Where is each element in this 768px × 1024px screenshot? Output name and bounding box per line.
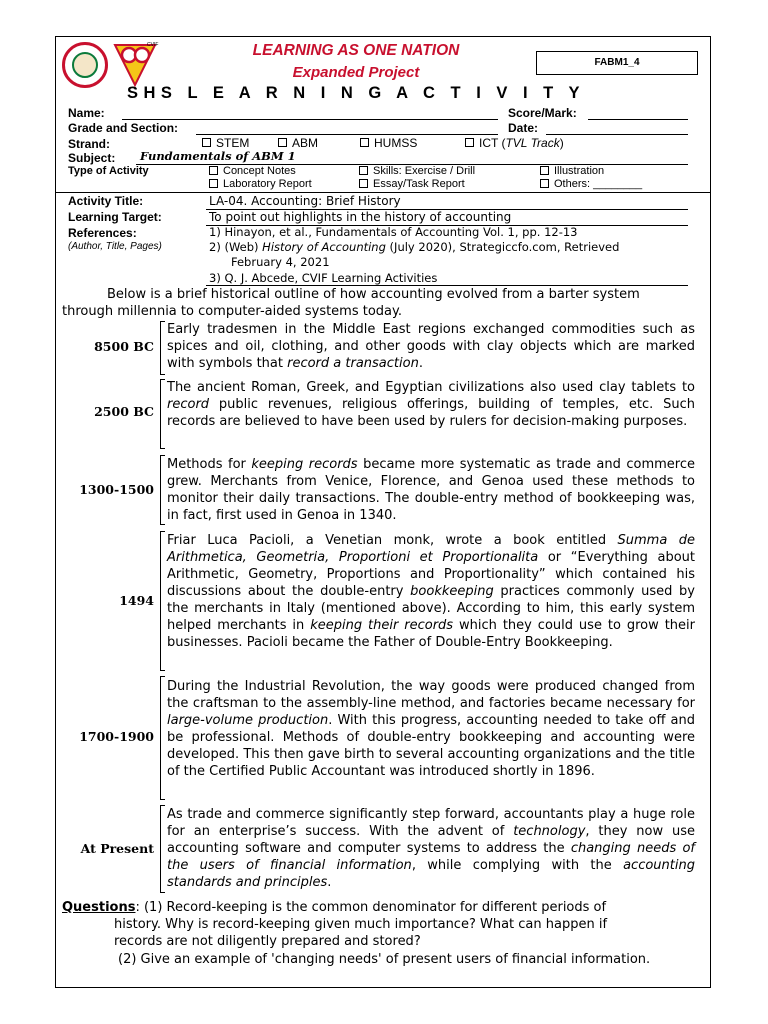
type-skills[interactable]: Skills: Exercise / Drill xyxy=(359,165,475,177)
name-field[interactable] xyxy=(122,119,498,120)
section-divider xyxy=(56,192,710,193)
timeline-bracket xyxy=(160,531,165,671)
date-label: Date: xyxy=(508,121,539,135)
header-subtitle: Expanded Project xyxy=(292,64,420,81)
activity-title-label: Activity Title: xyxy=(68,194,144,208)
timeline-bracket xyxy=(160,676,165,800)
question-1-line-3: records are not diligently prepared and stored? xyxy=(114,934,421,949)
laboratory-report-checkbox[interactable] xyxy=(209,179,218,188)
activity-sheet xyxy=(55,36,711,988)
type-others[interactable]: Others: ________ xyxy=(540,178,642,190)
question-1-line-2: history. Why is record-keeping given much importance? What can happen if xyxy=(114,917,608,932)
subject-value: Fundamentals of ABM 1 xyxy=(140,149,296,163)
others-checkbox[interactable] xyxy=(540,179,549,188)
essay-checkbox[interactable] xyxy=(359,179,368,188)
name-label: Name: xyxy=(68,106,105,120)
timeline-bracket xyxy=(160,379,165,449)
intro-line-1: Below is a brief historical outline of how accounting evolved from a barter system xyxy=(107,287,640,302)
abm-checkbox[interactable] xyxy=(278,138,287,147)
reference-1: 1) Hinayon, et al., Fundamentals of Accounting Vol. 1, pp. 12-13 xyxy=(209,225,578,239)
learning-target-label: Learning Target: xyxy=(68,210,162,224)
timeline-entry: As trade and commerce significantly step forward, accountants play a huge role for an enterprise’s success. With the advent of technology, they now use accounting software and computer systems to address the changing needs of the users of financial information, while complying with the accounting standards and principles. xyxy=(167,807,695,890)
concept-notes-checkbox[interactable] xyxy=(209,166,218,175)
skills-checkbox[interactable] xyxy=(359,166,368,175)
timeline-entry: Friar Luca Pacioli, a Venetian monk, wrote a book entitled Summa de Arithmetica, Geometria, Proportioni et Proportionalita or “Everything about Arithmetic, Geometry, Proportions and Proportionality” which contained his discussions about the double-entry bookkeeping practices commonly used by the merchants in Italy (mentioned above). According to him, this early system helped merchants in keeping their records which they could use to grow their businesses. Pacioli became the Father of Double-Entry Bookkeeping. xyxy=(167,533,695,650)
reference-2: 2) (Web) History of Accounting (July 2020), Strategiccfo.com, Retrieved xyxy=(209,240,620,254)
humss-checkbox[interactable] xyxy=(360,138,369,147)
timeline-year: 1300-1500 xyxy=(79,482,154,497)
timeline-entry: The ancient Roman, Greek, and Egyptian civilizations also used clay tablets to record public revenues, religious offerings, building of temples, etc. Such records are believed to have been used by rulers for decision-making purposes. xyxy=(167,380,695,429)
grade-section-label: Grade and Section: xyxy=(68,121,179,135)
timeline-bracket xyxy=(160,805,165,893)
strand-ict[interactable]: ICT (TVL Track) xyxy=(465,136,564,150)
timeline-year: At Present xyxy=(80,841,154,856)
references-note: (Author, Title, Pages) xyxy=(68,241,162,252)
ict-checkbox[interactable] xyxy=(465,138,474,147)
timeline-year: 1700-1900 xyxy=(79,729,154,744)
timeline-year: 8500 BC xyxy=(94,339,154,354)
activity-code: FABM1_4 xyxy=(536,51,698,75)
type-illustration[interactable]: Illustration xyxy=(540,165,604,177)
header-title: LEARNING AS ONE NATION xyxy=(252,42,460,59)
intro-line-2: through millennia to computer-aided systems today. xyxy=(62,304,402,319)
illustration-checkbox[interactable] xyxy=(540,166,549,175)
score-field[interactable] xyxy=(588,119,688,120)
strand-humss[interactable]: HUMSS xyxy=(360,136,417,150)
activity-title-value: LA-04. Accounting: Brief History xyxy=(209,194,401,208)
timeline-year: 1494 xyxy=(119,593,154,608)
timeline-entry: Early tradesmen in the Middle East regions exchanged commodities such as spices and oil, clothing, and other goods with clay objects which are marked with symbols that record a transaction. xyxy=(167,322,695,371)
reference-2-cont: February 4, 2021 xyxy=(231,255,330,269)
grade-section-field[interactable] xyxy=(196,134,498,135)
timeline-entry: During the Industrial Revolution, the way goods were produced changed from the craftsman to the assembly-line method, and factories became necessary for large-volume production. With this progress, accounting needed to take off and be professional. Methods of double-entry bookkeeping and accounting were developed. This then gave birth to several accounting organizations and the title of the Certified Public Accountant was introduced shortly in 1896. xyxy=(167,679,695,779)
type-laboratory-report[interactable]: Laboratory Report xyxy=(209,178,312,190)
timeline-year: 2500 BC xyxy=(94,404,154,419)
timeline-bracket xyxy=(160,455,165,525)
stem-checkbox[interactable] xyxy=(202,138,211,147)
date-field[interactable] xyxy=(546,134,688,135)
type-of-activity-label: Type of Activity xyxy=(68,165,149,177)
reference-3: 3) Q. J. Abcede, CVIF Learning Activities xyxy=(209,271,438,285)
strand-abm[interactable]: ABM xyxy=(278,136,318,150)
strand-stem[interactable]: STEM xyxy=(202,136,249,150)
activity-heading: SHS L E A R N I N G A C T I V I T Y xyxy=(126,84,586,102)
score-label: Score/Mark: xyxy=(508,106,577,120)
question-2: (2) Give an example of 'changing needs' of present users of financial information. xyxy=(118,952,651,967)
svg-text:CVIF: CVIF xyxy=(147,42,159,48)
strand-label: Strand: xyxy=(68,137,110,151)
type-concept-notes[interactable]: Concept Notes xyxy=(209,165,296,177)
question-1-line-1: Questions: (1) Record-keeping is the common denominator for different periods of xyxy=(62,900,607,915)
subject-label: Subject: xyxy=(68,151,116,165)
timeline-entry: Methods for keeping records became more systematic as trade and commerce grew. Merchants from Venice, Florence, and Genoa used these methods to monitor their daily transactions. The double-entry method of bookkeeping was, in fact, first used in Genoa in 1340. xyxy=(167,457,696,523)
timeline-bracket xyxy=(160,321,165,375)
type-essay-task-report[interactable]: Essay/Task Report xyxy=(359,178,465,190)
references-label: References: xyxy=(68,226,137,240)
learning-target-value: To point out highlights in the history of accounting xyxy=(209,210,512,224)
